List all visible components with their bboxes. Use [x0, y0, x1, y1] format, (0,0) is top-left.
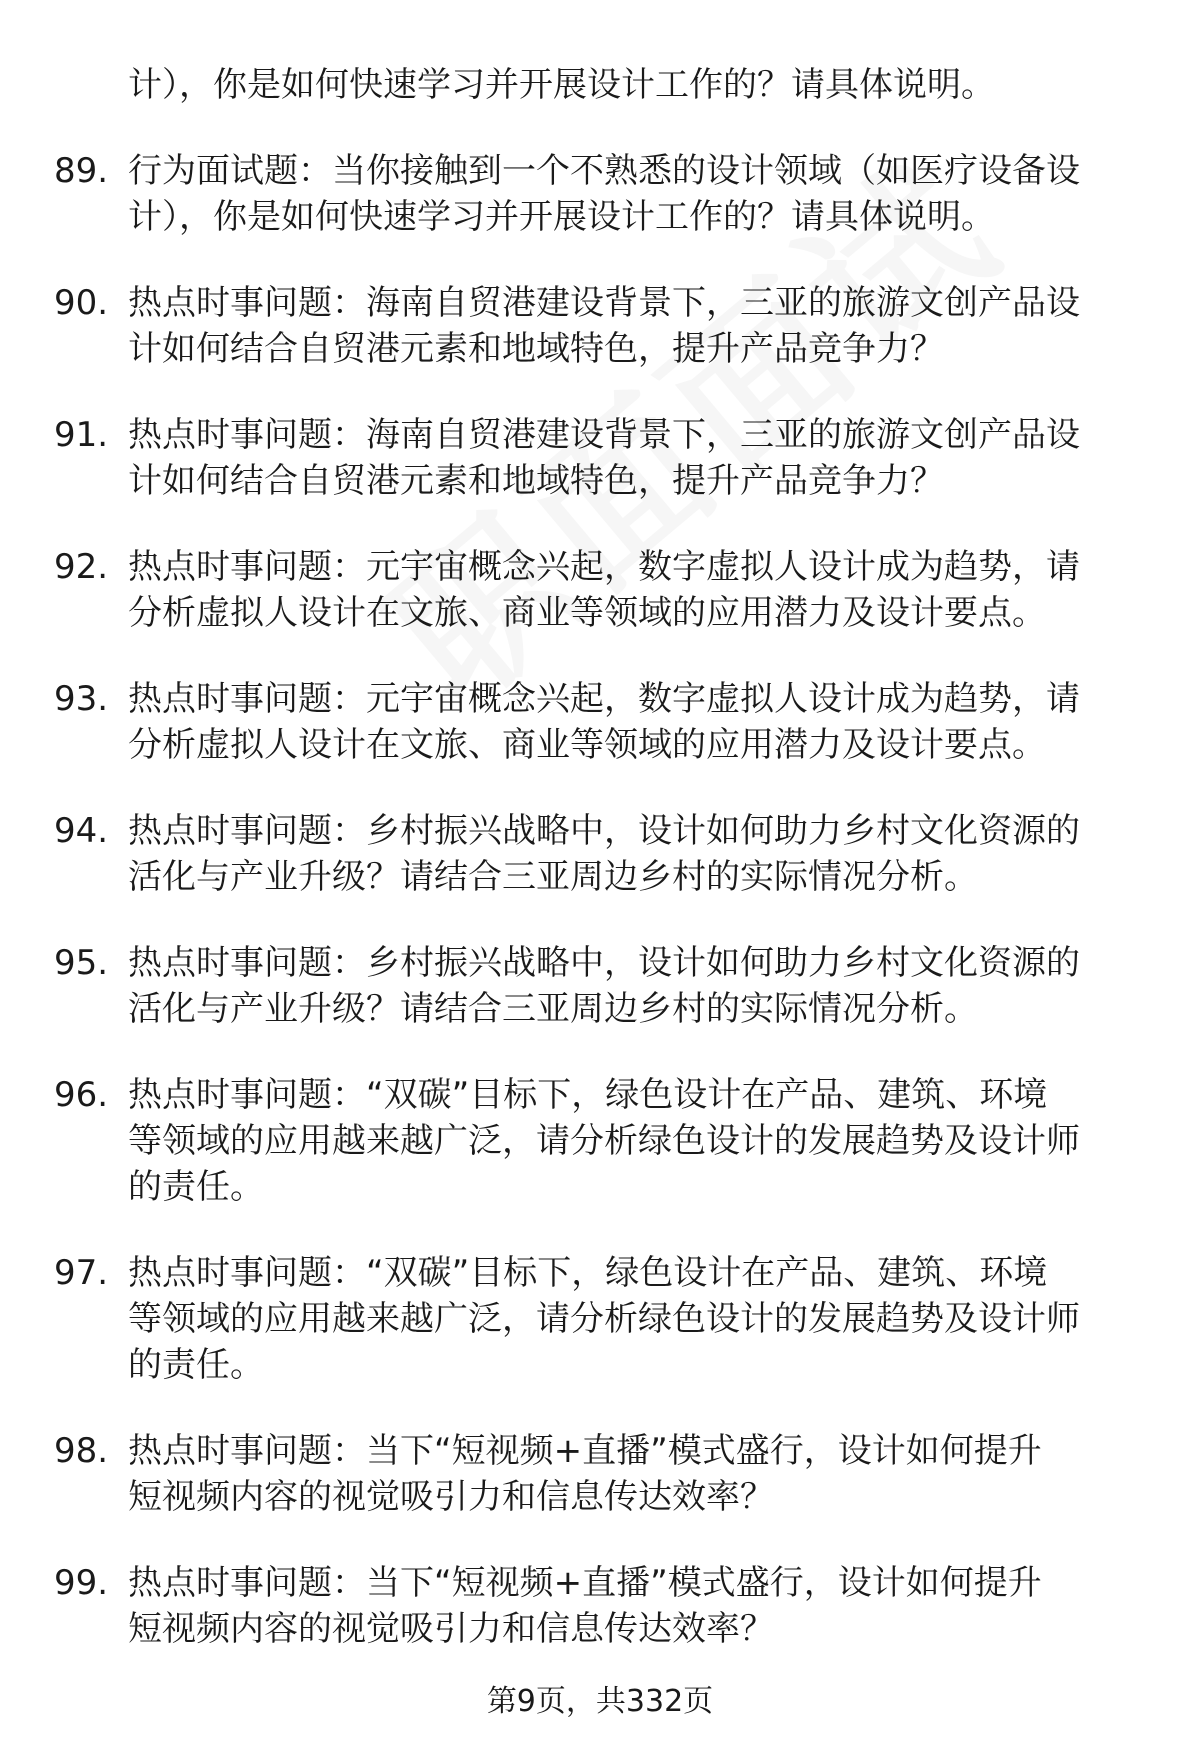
- question-text-line: 分析虚拟人设计在文旅、商业等领域的应用潜力及设计要点。: [128, 593, 1046, 633]
- question-text-line: 热点时事问题：元宇宙概念兴起，数字虚拟人设计成为趋势，请: [128, 547, 1080, 587]
- question-item: [0, 808, 1200, 900]
- question-text-line: 分析虚拟人设计在文旅、商业等领域的应用潜力及设计要点。: [128, 725, 1046, 765]
- question-text-line: 计如何结合自贸港元素和地域特色，提升产品竞争力？: [128, 461, 944, 501]
- question-text-line: 热点时事问题：“双碳”目标下，绿色设计在产品、建筑、环境: [128, 1075, 1048, 1115]
- question-text: [128, 412, 1138, 504]
- question-text: [128, 148, 1138, 240]
- question-item: [0, 148, 1200, 240]
- question-text-line: 热点时事问题：乡村振兴战略中，设计如何助力乡村文化资源的: [128, 943, 1080, 983]
- question-text: [128, 1560, 1138, 1652]
- question-text-line: 热点时事问题：乡村振兴战略中，设计如何助力乡村文化资源的: [128, 811, 1080, 851]
- question-text-line: 活化与产业升级？请结合三亚周边乡村的实际情况分析。: [128, 857, 978, 897]
- question-number: 92.: [54, 547, 109, 587]
- question-item: [0, 1250, 1200, 1388]
- question-text-line: 热点时事问题：海南自贸港建设背景下，三亚的旅游文创产品设: [128, 283, 1080, 323]
- question-text: [128, 1428, 1138, 1520]
- question-text-line: 的责任。: [128, 1167, 264, 1207]
- question-text-line: 热点时事问题：元宇宙概念兴起，数字虚拟人设计成为趋势，请: [128, 679, 1080, 719]
- question-list: [0, 148, 1200, 1692]
- question-item: [0, 1560, 1200, 1652]
- question-item: [0, 676, 1200, 768]
- question-number: 89.: [54, 151, 109, 191]
- question-text-line: 行为面试题：当你接触到一个不熟悉的设计领域（如医疗设备设: [128, 151, 1080, 191]
- question-text-line: 热点时事问题：当下“短视频+直播”模式盛行，设计如何提升: [128, 1431, 1042, 1471]
- question-text: [128, 676, 1138, 768]
- question-text: [128, 544, 1138, 636]
- question-text-line: 计），你是如何快速学习并开展设计工作的？请具体说明。: [128, 197, 995, 237]
- question-number: 99.: [54, 1563, 109, 1603]
- question-text-line: 热点时事问题：当下“短视频+直播”模式盛行，设计如何提升: [128, 1563, 1042, 1603]
- question-text-line: 活化与产业升级？请结合三亚周边乡村的实际情况分析。: [128, 989, 978, 1029]
- question-item: [0, 544, 1200, 636]
- page-footer: 第9页，共332页: [486, 1684, 714, 1719]
- question-text-line: 热点时事问题：“双碳”目标下，绿色设计在产品、建筑、环境: [128, 1253, 1048, 1293]
- question-number: 95.: [54, 943, 109, 983]
- question-text-line: 热点时事问题：海南自贸港建设背景下，三亚的旅游文创产品设: [128, 415, 1080, 455]
- question-number: 90.: [54, 283, 109, 323]
- question-text-line: 短视频内容的视觉吸引力和信息传达效率？: [128, 1477, 774, 1517]
- question-text-line: 计如何结合自贸港元素和地域特色，提升产品竞争力？: [128, 329, 944, 369]
- question-text: [128, 808, 1138, 900]
- question-text-line: 短视频内容的视觉吸引力和信息传达效率？: [128, 1609, 774, 1649]
- question-item: [0, 412, 1200, 504]
- question-text: [128, 1072, 1138, 1210]
- question-number: 98.: [54, 1431, 109, 1471]
- question-number: 94.: [54, 811, 109, 851]
- continuation-line: 计），你是如何快速学习并开展设计工作的？请具体说明。: [128, 65, 995, 105]
- question-text: [128, 940, 1138, 1032]
- question-number: 91.: [54, 415, 109, 455]
- question-text-line: 的责任。: [128, 1345, 264, 1385]
- question-number: 93.: [54, 679, 109, 719]
- question-text-line: 等领域的应用越来越广泛，请分析绿色设计的发展趋势及设计师: [128, 1121, 1080, 1161]
- question-item: [0, 280, 1200, 372]
- question-item: [0, 1428, 1200, 1520]
- question-number: 96.: [54, 1075, 109, 1115]
- question-text: [128, 280, 1138, 372]
- question-number: 97.: [54, 1253, 109, 1293]
- question-item: [0, 940, 1200, 1032]
- question-text-line: 等领域的应用越来越广泛，请分析绿色设计的发展趋势及设计师: [128, 1299, 1080, 1339]
- question-text: [128, 1250, 1138, 1388]
- question-item: [0, 1072, 1200, 1210]
